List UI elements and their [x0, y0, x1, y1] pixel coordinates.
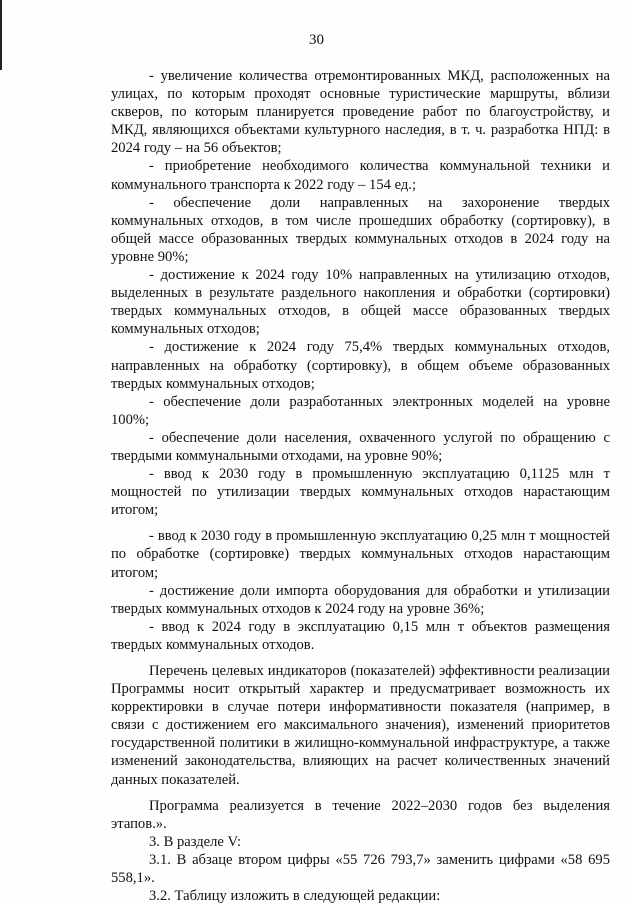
paragraph-indicators-list: Перечень целевых индикаторов (показателей) эффективности реализации Программы носит открытый характер и предусматривает возможность их корректировки в случае потери информативности показателя (например, в связи с достижением его максимального значения), изменений приоритетов государственной политики в жилищно-коммунальной инфраструктуре, а также изменений законодательства, влияющих на расчет количественных значений данных показателей.: [111, 663, 610, 788]
paragraph-equipment-import: - достижение доли импорта оборудования для обработки и утилизации твердых коммунальных отходов к 2024 году на уровне 36%;: [111, 582, 610, 617]
paragraph-table-edit: 3.2. Таблицу изложить в следующей редакции:: [149, 888, 441, 905]
paragraph-electronic-models: - обеспечение доли разработанных электронных моделей на уровне 100%;: [111, 393, 610, 428]
paragraph-repaired-mkd: - увеличение количества отремонтированных МКД, расположенных на улицах, по которым проходят основные туристические маршруты, вблизи скверов, по которым планируется проведение работ по благоустройству, и МКД, являющихся объектами культурного наследия, в т. ч. разработка НПД: в 2024 году – на 56 объектов;: [111, 68, 610, 157]
paragraph-replace-figures: 3.1. В абзаце втором цифры «55 726 793,7» заменить цифрами «58 695 558,1».: [111, 851, 610, 887]
paragraph-recycling-share: - достижение к 2024 году 10% направленных на утилизацию отходов, выделенных в результате раздельного накопления и обработки (сортировки) твердых коммунальных отходов, в общей массе образованных твердых коммунальных отходов;: [111, 267, 610, 338]
page-number: 30: [309, 32, 324, 48]
paragraph-sorting-share: - достижение к 2024 году 75,4% твердых коммунальных отходов, направленных на обработку (сортировку), в общем объеме образованных твердых коммунальных отходов;: [111, 339, 610, 392]
paragraph-municipal-vehicles: - приобретение необходимого количества коммунальной техники и коммунального транспорта к 2022 году – 154 ед.;: [111, 158, 610, 193]
paragraph-utilization-capacity: - ввод к 2030 году в промышленную эксплуатацию 0,1125 млн т мощностей по утилизации твердых коммунальных отходов нарастающим итогом;: [111, 466, 610, 519]
paragraph-sorting-capacity: - ввод к 2030 году в промышленную эксплуатацию 0,25 млн т мощностей по обработке (сортировке) твердых коммунальных отходов нарастающим итогом;: [111, 528, 610, 581]
paragraph-landfill-share: - обеспечение доли направленных на захоронение твердых коммунальных отходов, в том числе прошедших обработку (сортировку), в общей массе образованных твердых коммунальных отходов в 2024 году на уровне 90%;: [111, 194, 610, 265]
document-body: [111, 67, 610, 905]
paragraph-population-coverage: - обеспечение доли населения, охваченного услугой по обращению с твердыми коммунальными отходами, на уровне 90%;: [111, 429, 610, 464]
paragraph-disposal-facilities: - ввод к 2024 году в эксплуатацию 0,15 млн т объектов размещения твердых коммунальных отходов.: [111, 618, 610, 653]
paragraph-program-period: Программа реализуется в течение 2022–2030 годов без выделения этапов.».: [111, 797, 610, 832]
paragraph-section-five: 3. В разделе V:: [149, 833, 242, 850]
